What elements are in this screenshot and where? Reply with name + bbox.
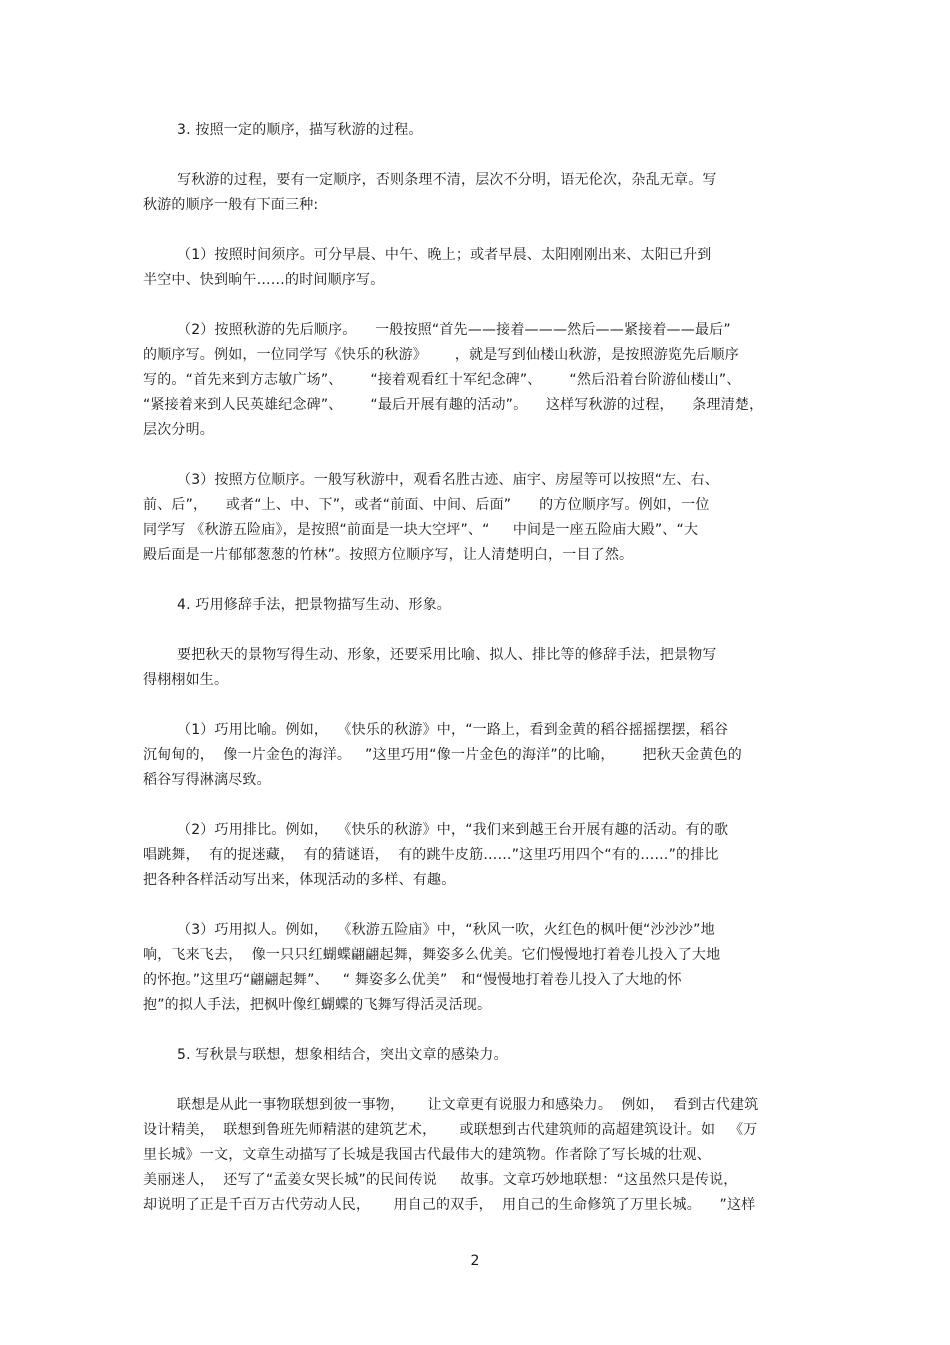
paragraph-line: （2）按照秋游的先后顺序。 一般按照“首先——接着———然后——紧接着——最后”: [177, 322, 731, 338]
paragraph-line: 半空中、快到晌午……的时间顺序写。: [143, 272, 385, 288]
heading-4: 4. 巧用修辞手法，把景物描写生动、形象。: [177, 597, 452, 613]
paragraph-line: 写的。“首先来到方志敏广场”、 “接着观看红十军纪念碑”、 “然后沿着台阶游仙楼山”、: [143, 372, 741, 388]
paragraph-line: 要把秋天的景物写得生动、形象，还要采用比喻、拟人、排比等的修辞手法，把景物写: [177, 647, 717, 663]
paragraph-line: 里长城》一文，文章生动描写了长城是我国古代最伟大的建筑物。作者除了写长城的壮观、: [143, 1147, 711, 1163]
paragraph-line: 写秋游的过程，要有一定顺序，否则条理不清，层次不分明，语无伦次，杂乱无章。写: [177, 172, 717, 188]
paragraph-line: “紧接着来到人民英雄纪念碑”、 “最后开展有趣的活动”。 这样写秋游的过程， 条理清楚，: [143, 397, 764, 413]
paragraph-line: 唱跳舞， 有的捉迷藏， 有的猜谜语， 有的跳牛皮筋……”这里巧用四个“有的……”的排比: [143, 847, 719, 863]
paragraph-line: 联想是从此一事物联想到彼一事物， 让文章更有说服力和感染力。 例如， 看到古代建筑: [177, 1097, 759, 1113]
paragraph-line: 把各种各样活动写出来，体现活动的多样、有趣。: [143, 872, 456, 888]
paragraph-line: （2）巧用排比。例如， 《快乐的秋游》中，“我们来到越王台开展有趣的活动。有的歌: [177, 822, 729, 838]
paragraph-line: 层次分明。: [143, 422, 214, 438]
heading-5: 5. 写秋景与联想，想象相结合，突出文章的感染力。: [177, 1047, 508, 1063]
paragraph-line: 秋游的顺序一般有下面三种:: [143, 197, 319, 213]
paragraph-line: 同学写 《秋游五险庙》，是按照“前面是一块大空坪”、“ 中间是一座五险庙大殿”、“大: [143, 522, 699, 538]
paragraph-line: 抱”的拟人手法，把枫叶像红蝴蝶的飞舞写得活灵活现。: [143, 997, 492, 1013]
paragraph-line: （3）巧用拟人。例如， 《秋游五险庙》中，“秋风一吹，火红色的枫叶便“沙沙沙”地: [177, 922, 715, 938]
paragraph-line: 的怀抱。”这里巧“翩翩起舞”、 “ 舞姿多么优美” 和“慢慢地打着卷儿投入了大地的怀: [143, 972, 682, 988]
paragraph-line: 设计精美， 联想到鲁班先师精湛的建筑艺术， 或联想到古代建筑师的高超建筑设计。如 《万: [143, 1122, 758, 1138]
paragraph-line: 响，飞来飞去， 像一只只红蝴蝶翩翩起舞，舞姿多么优美。它们慢慢地打着卷儿投入了大地: [143, 947, 721, 963]
paragraph-line: （3）按照方位顺序。一般写秋游中，观看名胜古迹、庙宇、房屋等可以按照“左、右、: [177, 472, 719, 488]
paragraph-line: 殿后面是一片郁郁葱葱的竹林”。按照方位顺序写，让人清楚明白，一目了然。: [143, 547, 634, 563]
heading-3: 3. 按照一定的顺序，描写秋游的过程。: [177, 122, 423, 138]
paragraph-line: 稻谷写得淋漓尽致。: [143, 772, 271, 788]
paragraph-line: 沉甸甸的， 像一片金色的海洋。 ”这里巧用“像一片金色的海洋”的比喻， 把秋天金黄色的: [143, 747, 742, 763]
paragraph-line: 前、后”， 或者“上、中、下”，或者“前面、中间、后面” 的方位顺序写。例如，一位: [143, 497, 710, 513]
paragraph-line: （1）巧用比喻。例如， 《快乐的秋游》中，“一路上，看到金黄的稻谷摇摇摆摆，稻谷: [177, 722, 729, 738]
page-number: 2: [470, 1253, 480, 1269]
paragraph-line: 的顺序写。例如，一位同学写《快乐的秋游》 ，就是写到仙楼山秋游，是按照游览先后顺序: [143, 347, 739, 363]
paragraph-line: （1）按照时间须序。可分早晨、中午、晚上；或者早晨、太阳刚刚出来、太阳已升到: [177, 247, 712, 263]
paragraph-line: 美丽迷人， 还写了“孟姜女哭长城”的民间传说 故事。文章巧妙地联想：“这虽然只是传说，: [143, 1172, 738, 1188]
paragraph-line: 却说明了正是千百万古代劳动人民， 用自己的双手， 用自己的生命修筑了万里长城。 ”这样: [143, 1197, 756, 1213]
paragraph-line: 得栩栩如生。: [143, 672, 229, 688]
